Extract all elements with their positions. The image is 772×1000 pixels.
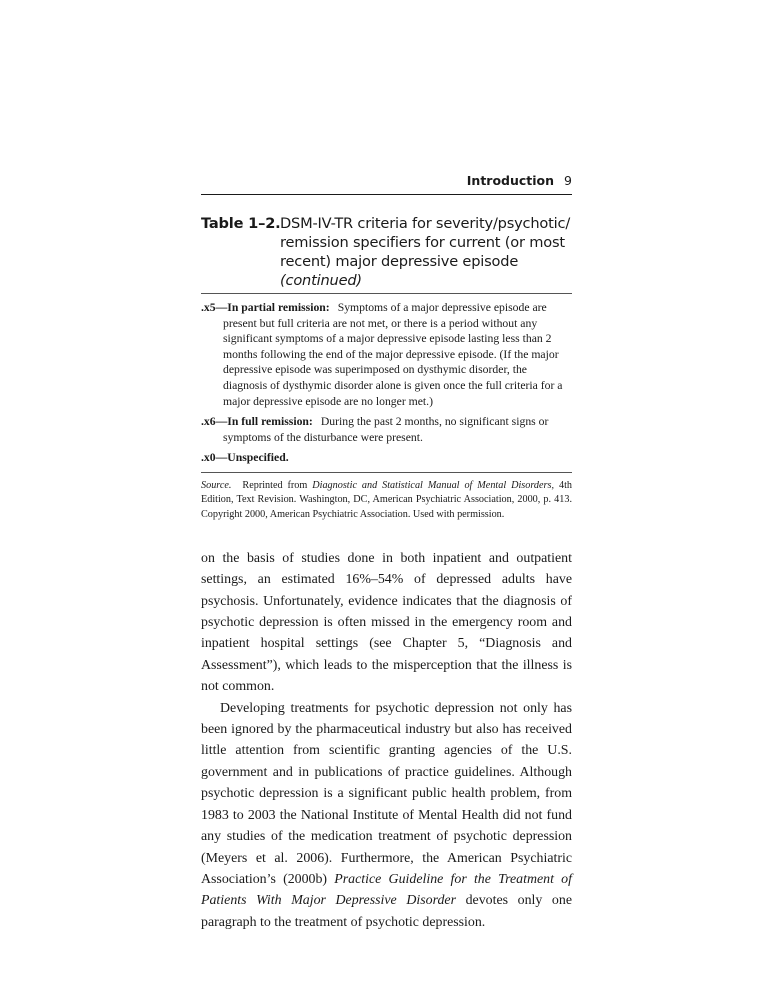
entry-text: Symptoms of a major depressive episode are present but full criteria are not met, or there is a period without any significant symptoms of a major depressive episode lasting less than 2 months following the end of the major depressive episode. (If the major depressive episode was superimposed on dysthymic disorder, the diagnosis of dysthymic disorder alone is given once the full criteria for a major depressive episode are no longer met.) <box>223 301 563 408</box>
entry-code: .x6—In full remission: <box>201 415 313 429</box>
table-caption <box>280 214 572 290</box>
running-head-title: Introduction <box>466 173 555 188</box>
running-head <box>201 168 572 195</box>
criteria-entry-partial-remission <box>201 300 572 409</box>
body-paragraph-2 <box>201 698 572 933</box>
paragraph-2-start: Developing treatments for psychotic depression not only has been ignored by the pharmaceutical industry but also has received little attention from scientific granting agencies of the U.S. government and in publications of practice guidelines. Although psychotic depression is a significant public health problem, from 1983 to 2003 the National Institute of Mental Health did not fund any studies of the medication treatment of psychotic depression (Meyers et al. 2006). Furthermore, the American Psychiatric Association’s (2000b) <box>201 700 572 887</box>
table-label: Table 1–2. <box>201 215 281 232</box>
guideline-title: Practice Guideline for the Treatment of Patients With Major Depressive Disorder <box>201 871 572 909</box>
criteria-entry-unspecified <box>201 450 572 466</box>
source-title: Diagnostic and Statistical Manual of Mental Disorders, <box>312 479 555 491</box>
source-prefix: Reprinted from <box>242 479 308 491</box>
page-number: 9 <box>564 173 572 188</box>
criteria-entry-full-remission <box>201 414 572 445</box>
entry-code: .x5—In partial remission: <box>201 301 330 314</box>
table-title <box>201 214 572 294</box>
table-caption-text: DSM-IV-TR criteria for severity/psychotic/ remission specifiers for current (or most recent) major depressive episode <box>280 215 571 270</box>
criteria-list <box>201 300 572 466</box>
table-source-note <box>201 472 572 522</box>
paragraph-2-end: devotes only one paragraph to the treatment of psychotic depression. <box>201 893 572 930</box>
book-page <box>201 168 572 933</box>
source-suffix: 4th Edition, Text Revision. Washington, DC, American Psychiatric Association, 2000, p. 413. Copyright 2000, American Psychiatric Association. Used with permission. <box>201 479 572 520</box>
source-label: Source. <box>201 479 232 491</box>
body-text <box>201 548 572 933</box>
table-caption-continued: (continued) <box>280 272 362 289</box>
entry-code: .x0—Unspecified. <box>201 451 289 465</box>
entry-text: During the past 2 months, no significant signs or symptoms of the disturbance were present. <box>223 415 549 444</box>
body-paragraph-1: on the basis of studies done in both inpatient and outpatient settings, an estimated 16%–54% of depressed adults have psychosis. Unfortunately, evidence indicates that the diagnosis of psychotic depression is often missed in the emergency room and inpatient hospital settings (see Chapter 5, “Diagnosis and Assessment”), which leads to the misperception that the illness is not common. <box>201 550 572 695</box>
